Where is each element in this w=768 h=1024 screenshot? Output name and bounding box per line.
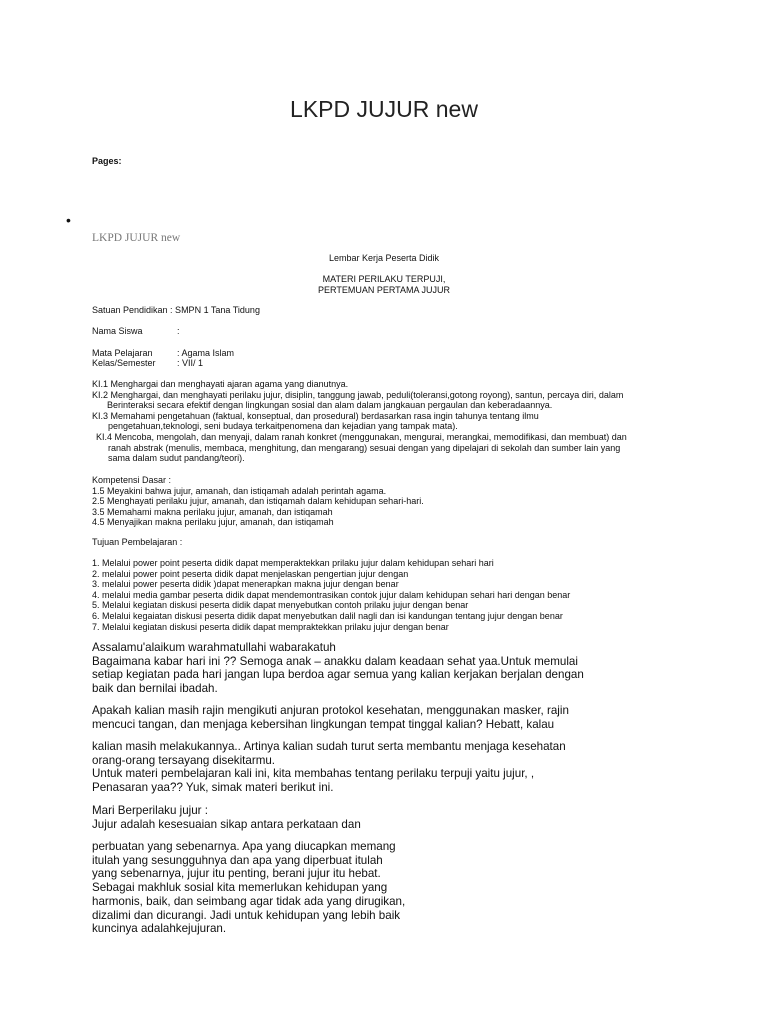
document-title: LKPD JUJUR new xyxy=(290,96,478,122)
worksheet-heading: Lembar Kerja Peserta Didik xyxy=(328,253,440,263)
body-line: yang sebenarnya, jujur itu penting, berani jujur itu hebat. xyxy=(92,867,381,881)
student-name-value: : xyxy=(177,326,180,336)
learning-objective-item: 6. Melalui kegaiatan diskusi peserta didik dapat menyebutkan dalil nagli dan isi kandungan tentang jujur dengan benar xyxy=(92,610,563,621)
basic-competence-item: 3.5 Memahami makna perilaku jujur, amanah, dan istiqamah xyxy=(92,506,333,517)
learning-objective-item: 7. Melalui kegiatan diskusi peserta didik dapat mempraktekkan prilaku jujur dengan benar xyxy=(92,621,449,632)
learning-objective-item: 4. melalui media gambar peserta didik dapat mendemontrasikan contok jujur dalam kehidupan sehari hari dengan benar xyxy=(92,589,571,600)
body-line: Jujur adalah kesesuaian sikap antara perkataan dan xyxy=(92,817,361,831)
body-line: kalian masih melakukannya.. Artinya kalian sudah turut serta membantu menjaga kesehatan xyxy=(92,740,566,753)
learning-objective-item: 2. melalui power point peserta didik dapat menjelaskan pengertian jujur dengan xyxy=(92,568,409,579)
body-line: baik dan bernilai ibadah. xyxy=(92,682,218,696)
core-competence-2-cont: Berinteraksi secara efektif dengan lingkungan sosial dan alam dalam jangkauan pergaulan dan keberadaannya. xyxy=(107,400,553,411)
learning-objectives-heading: Tujuan Pembelajaran : xyxy=(92,537,183,547)
core-competence-2: KI.2 Menghargai, dan menghayati perilaku jujur, disiplin, tanggung jawab, peduli(toleransi,gotong royong), santun, percaya diri, dalam xyxy=(92,389,624,400)
body-line: setiap kegiatan pada hari jangan lupa berdoa agar semua yang kalian kerjakan berjalan dengan xyxy=(92,668,584,682)
greeting-paragraph xyxy=(92,641,584,696)
honesty-intro xyxy=(92,804,361,831)
body-line: dizalimi dan dicurangi. Jadi untuk kehidupan yang lebih baik xyxy=(92,908,401,922)
meeting-heading: PERTEMUAN PERTAMA JUJUR xyxy=(317,285,451,295)
basic-competence-item: 2.5 Menghayati perilaku jujur, amanah, dan istiqamah dalam kehidupan sehari-hari. xyxy=(92,496,424,507)
body-line: mencuci tangan, dan menjaga kebersihan lingkungan tempat tinggal kalian? Hebatt, kalau xyxy=(92,717,555,731)
basic-competence-item: 4.5 Menyajikan makna perilaku jujur, amanah, dan istiqamah xyxy=(92,517,334,528)
body-line: Sebagai makhluk sosial kita memerlukan kehidupan yang xyxy=(92,881,388,895)
list-bullet: • xyxy=(66,212,71,228)
core-competence-4: KI.4 Mencoba, mengolah, dan menyaji, dalam ranah konkret (menggunakan, mengurai, merangkai, memodifikasi, dan membuat) dan xyxy=(96,431,627,442)
basic-competence-section xyxy=(92,475,424,528)
class-semester-label: Kelas/Semester xyxy=(92,358,156,368)
material-heading: MATERI PERILAKU TERPUJI, xyxy=(322,274,446,284)
student-name-field xyxy=(92,326,180,337)
learning-objective-item: 1. Melalui power point peserta didik dapat memperaktekkan prilaku jujur dalam kehidupan sehari hari xyxy=(92,558,494,568)
class-semester-value: : VII/ 1 xyxy=(177,358,204,368)
school-field: Satuan Pendidikan : SMPN 1 Tana Tidung xyxy=(92,305,260,315)
body-line: perbuatan yang sebenarnya. Apa yang diucapkan memang xyxy=(92,840,396,853)
core-competence-3: KI.3 Memahami pengetahuan (faktual, konseptual, dan prosedural) berdasarkan rasa ingin tahunya tentang ilmu xyxy=(92,410,539,421)
learning-objectives-list xyxy=(92,558,570,632)
subject-field xyxy=(92,348,234,359)
subject-label: Mata Pelajaran xyxy=(92,348,153,358)
class-semester-field xyxy=(92,358,203,369)
embedded-document-title: LKPD JUJUR new xyxy=(92,232,181,244)
core-competence-4-cont: ranah abstrak (menulis, membaca, menghitung, dan mengarang) sesuai dengan yang dipelajari di sekolah dan sumber lain yang xyxy=(108,442,621,453)
core-competence-3-cont: pengetahuan,teknologi, seni budaya terkaitpenomena dan kejadian yang tampak mata). xyxy=(108,421,458,432)
core-competence-1: KI.1 Menghargai dan menghayati ajaran agama yang dianutnya. xyxy=(92,379,349,389)
student-name-label: Nama Siswa xyxy=(92,326,143,336)
core-competence-4-cont2: sama dalam sudut pandang/teori). xyxy=(108,453,245,464)
body-line: Penasaran yaa?? Yuk, simak materi berikut ini. xyxy=(92,781,334,795)
learning-objective-item: 3. melalui power peserta didik )dapat menerapkan makna jujur dengan benar xyxy=(92,579,399,590)
body-line: itulah yang sesungguhnya dan apa yang diperbuat itulah xyxy=(92,853,383,867)
basic-competence-heading: Kompetensi Dasar : xyxy=(92,475,172,485)
body-line: Bagaimana kabar hari ini ?? Semoga anak – anakku dalam keadaan sehat yaa.Untuk memulai xyxy=(92,654,578,668)
health-paragraph xyxy=(92,704,569,731)
body-line: Apakah kalian masih rajin mengikuti anjuran protokol kesehatan, menggunakan masker, rajin xyxy=(92,704,569,717)
basic-competence-item: 1.5 Meyakini bahwa jujur, amanah, dan istiqamah adalah perintah agama. xyxy=(92,485,387,496)
core-competence-list xyxy=(92,379,627,464)
body-line: Mari Berperilaku jujur : xyxy=(92,804,208,817)
body-line: Assalamu'alaikum warahmatullahi wabarakatuh xyxy=(92,641,336,654)
topic-paragraph xyxy=(92,740,566,795)
body-line: orang-orang tersayang disekitarmu. xyxy=(92,753,276,767)
body-line: Untuk materi pembelajaran kali ini, kita membahas tentang perilaku terpuji yaitu jujur, , xyxy=(92,767,535,781)
learning-objective-item: 5. Melalui kegiatan diskusi peserta didik dapat menyebutkan contoh prilaku jujur dengan benar xyxy=(92,600,469,611)
honesty-paragraph xyxy=(92,840,405,936)
pages-label: Pages: xyxy=(92,156,122,166)
subject-value: : Agama Islam xyxy=(177,348,235,358)
body-line: kuncinya adalahkejujuran. xyxy=(92,922,227,936)
body-line: harmonis, baik, dan seimbang agar tidak ada yang dirugikan, xyxy=(92,894,406,908)
